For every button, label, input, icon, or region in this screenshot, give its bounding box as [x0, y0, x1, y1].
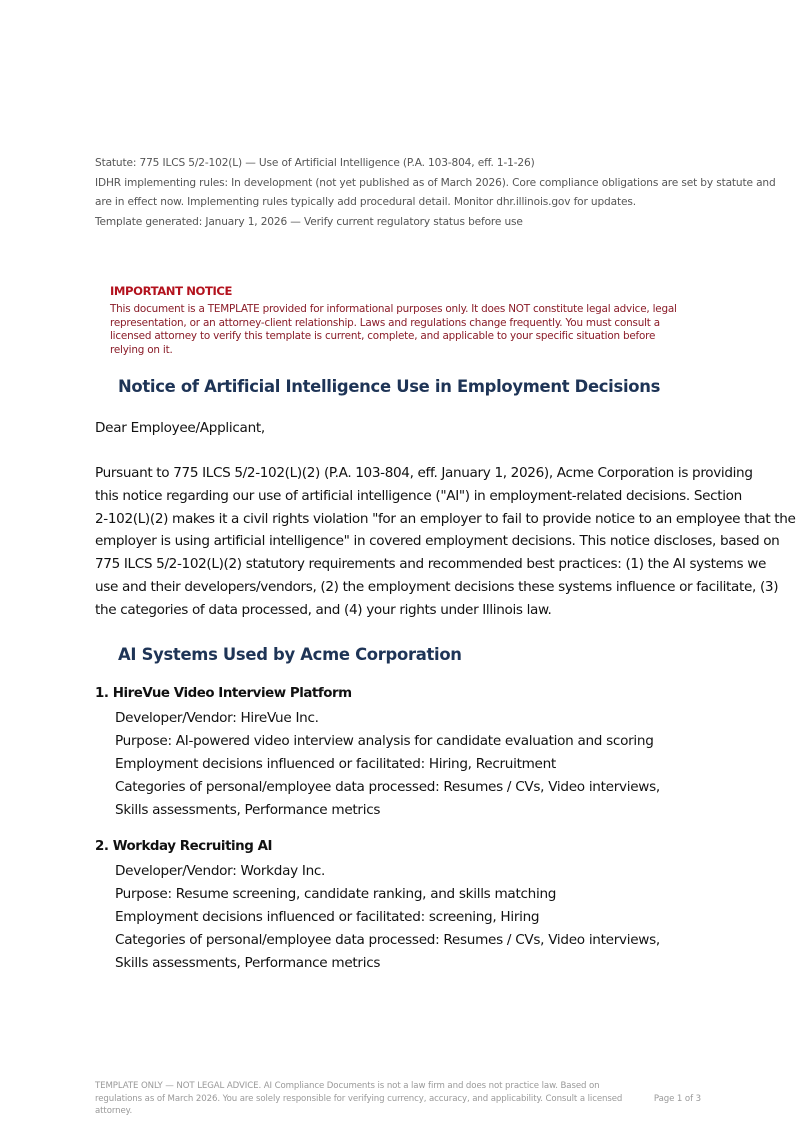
- rules-line-2: are in effect now. Implementing rules typically add procedural detail. Monitor dhr.illinois.gov for updates.: [95, 196, 636, 208]
- system-data-categories: Categories of personal/employee data processed: Resumes / CVs, Video interviews, Skills assessments, Performance metrics: [115, 932, 660, 971]
- notice-title: IMPORTANT NOTICE: [110, 284, 233, 298]
- system-purpose: Purpose: Resume screening, candidate ranking, and skills matching: [115, 886, 557, 902]
- important-notice: [110, 284, 690, 357]
- intro-line: employer is using artificial intelligence" in covered employment decisions. This notice discloses, based on: [95, 533, 780, 550]
- intro-line: 2-102(L)(2) makes it a civil rights violation "for an employer to fail to provide notice to an employee that the: [95, 510, 796, 527]
- system-data-categories: Categories of personal/employee data processed: Resumes / CVs, Video interviews, Skills assessments, Performance metrics: [115, 779, 660, 818]
- system-name: 2. Workday Recruiting AI: [95, 839, 273, 854]
- ai-system-entry: [95, 837, 735, 975]
- salutation: Dear Employee/Applicant,: [95, 420, 265, 436]
- system-decisions: Employment decisions influenced or facilitated: screening, Hiring: [115, 909, 540, 925]
- generated-line: Template generated: January 1, 2026 — Verify current regulatory status before use: [95, 215, 523, 228]
- regulatory-metadata: [95, 154, 776, 232]
- intro-line: Pursuant to 775 ILCS 5/2-102(L)(2) (P.A. 103-804, eff. January 1, 2026), Acme Corporation is providing: [95, 465, 753, 481]
- ai-system-entry: [95, 684, 735, 822]
- ai-systems-heading: AI Systems Used by Acme Corporation: [118, 645, 462, 664]
- system-decisions: Employment decisions influenced or facilitated: Hiring, Recruitment: [115, 756, 556, 772]
- statute-line: Statute: 775 ILCS 5/2-102(L) — Use of Artificial Intelligence (P.A. 103-804, eff. 1-1-26): [95, 157, 535, 169]
- system-purpose: Purpose: AI-powered video interview analysis for candidate evaluation and scoring: [115, 733, 654, 749]
- page-number: Page 1 of 3: [653, 1093, 701, 1104]
- system-name: 1. HireVue Video Interview Platform: [95, 686, 352, 701]
- document-title: Notice of Artificial Intelligence Use in Employment Decisions: [118, 377, 661, 396]
- intro-line: 775 ILCS 5/2-102(L)(2) statutory requirements and recommended best practices: (1) the AI systems we: [95, 556, 766, 573]
- system-developer: Developer/Vendor: Workday Inc.: [115, 863, 326, 879]
- footer-disclaimer: TEMPLATE ONLY — NOT LEGAL ADVICE. AI Compliance Documents is not a law firm and does not practice law. Based on regulations as of March 2026. You are solely responsible for verifying currency, accuracy, and applicability. Consult a licensed attorney.: [95, 1081, 623, 1116]
- page-footer: [95, 1080, 705, 1118]
- intro-line: use and their developers/vendors, (2) the employment decisions these systems influence or facilitate, (3): [95, 578, 779, 595]
- intro-line: the categories of data processed, and (4) your rights under Illinois law.: [95, 601, 552, 618]
- intro-paragraph: [95, 462, 796, 622]
- rules-line-1: IDHR implementing rules: In development (not yet published as of March 2026). Core compliance obligations are set by statute and: [95, 176, 776, 189]
- notice-body: This document is a TEMPLATE provided for informational purposes only. It does NOT constitute legal advice, legal representation, or an attorney-client relationship. Laws and regulations change frequently. You must consult a licensed attorney to verify this template is current, complete, and applicable to your specific situation before relying on it.: [110, 303, 677, 356]
- system-developer: Developer/Vendor: HireVue Inc.: [115, 710, 319, 726]
- intro-line: this notice regarding our use of artificial intelligence ("AI") in employment-related decisions. Section: [95, 487, 742, 504]
